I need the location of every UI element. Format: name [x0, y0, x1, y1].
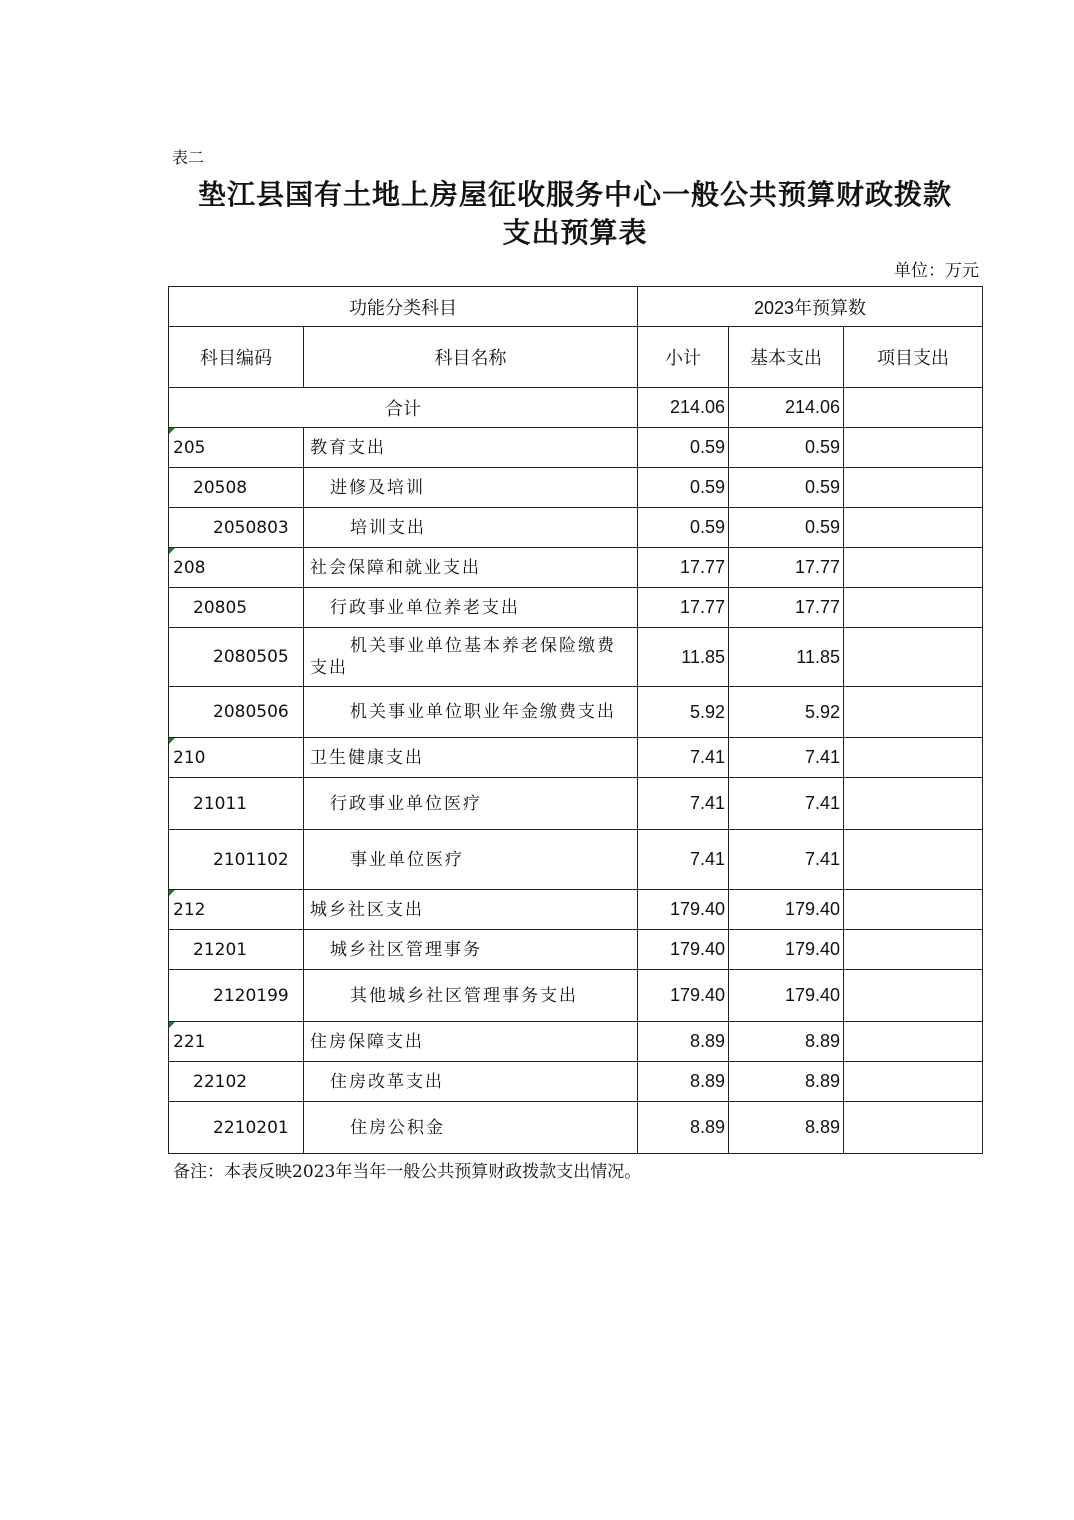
row-code: 2080505	[169, 628, 304, 687]
row-subtotal: 0.59	[638, 428, 729, 468]
row-project	[844, 1102, 983, 1154]
row-code	[169, 890, 304, 930]
row-project	[844, 428, 983, 468]
row-code: 20805	[169, 588, 304, 628]
project-column-header: 项目支出	[844, 327, 983, 388]
row-subtotal: 7.41	[638, 738, 729, 778]
table-row	[169, 778, 983, 830]
table-row	[169, 1062, 983, 1102]
title-line-1: 垫江县国有土地上房屋征收服务中心一般公共预算财政拨款	[197, 178, 952, 211]
row-subtotal: 8.89	[638, 1062, 729, 1102]
unit-label: 单位：万元	[894, 261, 979, 281]
cell-marker-icon	[169, 890, 175, 896]
row-basic: 179.40	[729, 970, 844, 1022]
table-row	[169, 830, 983, 890]
code-text: 210	[173, 747, 206, 768]
table-row	[169, 687, 983, 738]
table-row	[169, 930, 983, 970]
row-name: 住房改革支出	[304, 1062, 638, 1102]
row-project	[844, 738, 983, 778]
row-basic: 7.41	[729, 830, 844, 890]
row-name: 住房保障支出	[304, 1022, 638, 1062]
row-code: 2101102	[169, 830, 304, 890]
row-project	[844, 628, 983, 687]
row-code: 2120199	[169, 970, 304, 1022]
row-project	[844, 588, 983, 628]
row-basic: 0.59	[729, 508, 844, 548]
row-name: 住房公积金	[304, 1102, 638, 1154]
row-subtotal: 179.40	[638, 930, 729, 970]
row-basic: 7.41	[729, 778, 844, 830]
row-code: 2050803	[169, 508, 304, 548]
row-name: 城乡社区管理事务	[304, 930, 638, 970]
title-line-2: 支出预算表	[502, 216, 648, 249]
row-subtotal: 8.89	[638, 1102, 729, 1154]
table-row	[169, 428, 983, 468]
row-name: 机关事业单位职业年金缴费支出	[304, 687, 638, 738]
row-name: 培训支出	[304, 508, 638, 548]
code-text: 212	[173, 899, 206, 920]
row-project	[844, 930, 983, 970]
row-name: 事业单位医疗	[304, 830, 638, 890]
row-code: 20508	[169, 468, 304, 508]
column-header-row	[169, 327, 983, 388]
code-text: 221	[173, 1031, 206, 1052]
name-column-header: 科目名称	[304, 327, 638, 388]
basic-column-header: 基本支出	[729, 327, 844, 388]
row-project	[844, 778, 983, 830]
row-code: 22102	[169, 1062, 304, 1102]
table-row	[169, 890, 983, 930]
row-code: 2210201	[169, 1102, 304, 1154]
table-label: 表二	[172, 148, 205, 167]
row-subtotal: 8.89	[638, 1022, 729, 1062]
table-row	[169, 1102, 983, 1154]
row-project	[844, 508, 983, 548]
row-name: 教育支出	[304, 428, 638, 468]
table-row	[169, 548, 983, 588]
budget-table	[168, 286, 983, 1154]
row-project	[844, 1062, 983, 1102]
cell-marker-icon	[169, 548, 175, 554]
row-basic: 11.85	[729, 628, 844, 687]
row-code: 21201	[169, 930, 304, 970]
row-basic: 179.40	[729, 930, 844, 970]
row-subtotal: 7.41	[638, 778, 729, 830]
row-basic: 8.89	[729, 1022, 844, 1062]
row-subtotal: 179.40	[638, 970, 729, 1022]
row-subtotal: 17.77	[638, 588, 729, 628]
row-project	[844, 890, 983, 930]
row-name: 社会保障和就业支出	[304, 548, 638, 588]
total-row	[169, 388, 983, 428]
row-subtotal: 17.77	[638, 548, 729, 588]
total-project	[844, 388, 983, 428]
row-project	[844, 468, 983, 508]
row-project	[844, 830, 983, 890]
row-subtotal: 0.59	[638, 468, 729, 508]
budget-year-header: 2023年预算数	[638, 287, 983, 327]
row-basic: 179.40	[729, 890, 844, 930]
classification-header: 功能分类科目	[169, 287, 638, 327]
table-row	[169, 508, 983, 548]
row-name: 进修及培训	[304, 468, 638, 508]
row-basic: 7.41	[729, 738, 844, 778]
row-name: 行政事业单位养老支出	[304, 588, 638, 628]
footnote: 备注：本表反映2023年当年一般公共预算财政拨款支出情况。	[173, 1162, 642, 1182]
row-subtotal: 7.41	[638, 830, 729, 890]
row-basic: 17.77	[729, 548, 844, 588]
table-row	[169, 970, 983, 1022]
code-text: 205	[173, 437, 206, 458]
row-code	[169, 548, 304, 588]
table-row	[169, 628, 983, 687]
total-subtotal: 214.06	[638, 388, 729, 428]
subtotal-column-header: 小计	[638, 327, 729, 388]
row-project	[844, 970, 983, 1022]
cell-marker-icon	[169, 428, 175, 434]
row-name: 卫生健康支出	[304, 738, 638, 778]
row-basic: 8.89	[729, 1102, 844, 1154]
row-project	[844, 687, 983, 738]
row-name: 行政事业单位医疗	[304, 778, 638, 830]
table-row	[169, 468, 983, 508]
total-label: 合计	[169, 388, 638, 428]
row-subtotal: 5.92	[638, 687, 729, 738]
total-basic: 214.06	[729, 388, 844, 428]
row-code	[169, 738, 304, 778]
row-code	[169, 428, 304, 468]
table-row	[169, 1022, 983, 1062]
row-project	[844, 1022, 983, 1062]
table-row	[169, 738, 983, 778]
row-project	[844, 548, 983, 588]
row-name: 其他城乡社区管理事务支出	[304, 970, 638, 1022]
code-column-header: 科目编码	[169, 327, 304, 388]
table-row	[169, 588, 983, 628]
row-code	[169, 1022, 304, 1062]
row-code: 21011	[169, 778, 304, 830]
code-text: 208	[173, 557, 206, 578]
row-basic: 8.89	[729, 1062, 844, 1102]
row-basic: 0.59	[729, 468, 844, 508]
row-name: 机关事业单位基本养老保险缴费支出	[304, 628, 638, 687]
group-header-row	[169, 287, 983, 327]
row-code: 2080506	[169, 687, 304, 738]
cell-marker-icon	[169, 1022, 175, 1028]
row-subtotal: 0.59	[638, 508, 729, 548]
row-basic: 17.77	[729, 588, 844, 628]
row-subtotal: 179.40	[638, 890, 729, 930]
row-subtotal: 11.85	[638, 628, 729, 687]
document-title	[168, 176, 982, 252]
row-name: 城乡社区支出	[304, 890, 638, 930]
row-basic: 0.59	[729, 428, 844, 468]
cell-marker-icon	[169, 738, 175, 744]
row-basic: 5.92	[729, 687, 844, 738]
